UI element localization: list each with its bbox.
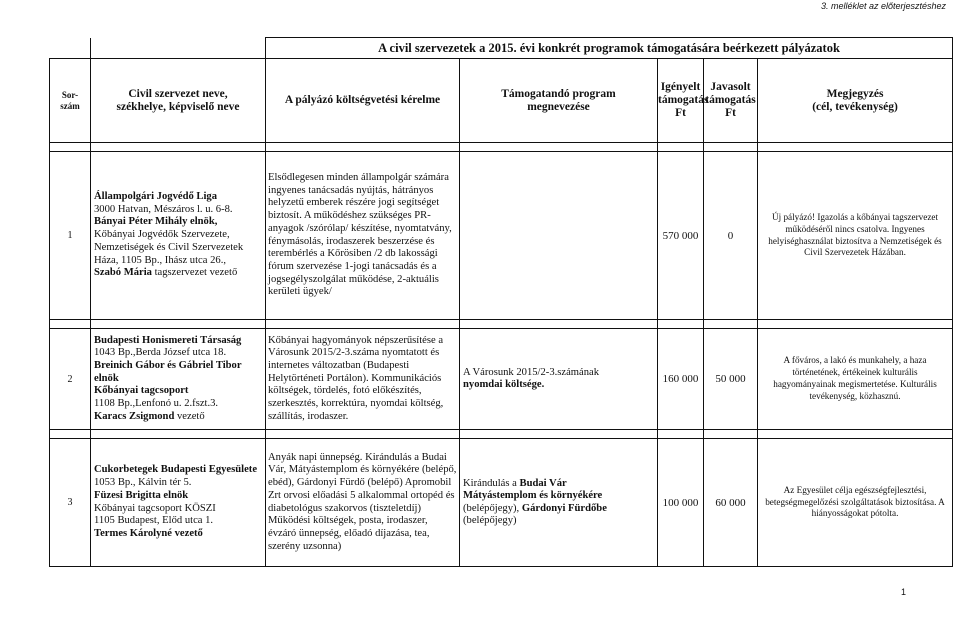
note-cell: Az Egyesület célja egészségfejlesztési, betegségmegelőzési szolgáltatások biztosítása. A hiányosságokat pótolta. (758, 439, 953, 567)
budget-request: Kőbányai hagyományok népszerűsítése a Városunk 2015/2-3.száma nyomtatott és internetes változatban (Budapesti Helytörténeti Portálon). Kommunikációs költségek, tördelés, fotó előkészítés, szerkesztés, korrektúra, nyomdai költség, szállítás, irodaszer. (266, 329, 460, 430)
spacer-row (50, 430, 953, 439)
org-cell: Cukorbetegek Budapesti Egyesülete 1053 Bp., Kálvin tér 5. Füzesi Brigitta elnök Kőbányai tagcsoport KÖSZI 1105 Budapest, Előd utca 1. Termes Károlyné vezető (91, 439, 266, 567)
requested-amount: 570 000 (658, 152, 704, 320)
org-cell: Állampolgári Jogvédő Liga 3000 Hatvan, Mészáros l. u. 6-8. Bányai Péter Mihály elnök, Kőbányai Jogvédők Szervezete, Nemzetiségek és Civil Szervezetek Háza, 1105 Bp., Ihász utca 26., Szabó Mária tagszervezet vezető (91, 152, 266, 320)
table-row (50, 439, 953, 567)
row-number: 1 (50, 152, 91, 320)
budget-request: Anyák napi ünnepség. Kirándulás a Budai Vár, Mátyástemplom és környékére (belépő, ebéd), Gárdonyi Fürdő (belépő) Apromobil Zrt orvosi előadási 5 alkalommal ortopéd és diabetológus szakorvos (tiszteletdíj) Működési költségek, posta, irodaszer, évzáró ünnepség, előadó díjazása, tea, szerény uzsonna) (266, 439, 460, 567)
applications-table (49, 37, 953, 567)
requested-amount: 100 000 (658, 439, 704, 567)
program-name: A Városunk 2015/2-3.számának nyomdai költsége. (460, 329, 658, 430)
header-kerelem: A pályázó költségvetési kérelme (266, 59, 460, 143)
table-title: A civil szervezetek a 2015. évi konkrét programok támogatására beérkezett pályázatok (266, 38, 953, 59)
header-javasolt: Javasolt támogatás Ft (704, 59, 758, 143)
table-row (50, 329, 953, 430)
requested-amount: 160 000 (658, 329, 704, 430)
program-name (460, 152, 658, 320)
annex-label: 3. melléklet az előterjesztéshez (820, 1, 946, 11)
budget-request: Elsődlegesen minden állampolgár számára ingyenes tanácsadás nyújtás, hátrányos helyzetű emberek részére jogi segítséget biztosít. A működéshez szükséges PR-anyagok /szórólap/ készítése, nyomtatvány, fénymásolás, irodaszerek beszerzése és terembérlés a Kőrösiben /2 db lakossági fórum szervezése 1-jogi tanácsadás és a jogsegélyszolgálat működése, 2-aktuális kerületi ügyek/ (266, 152, 460, 320)
proposed-amount: 50 000 (704, 329, 758, 430)
program-name: Kirándulás a Budai Vár Mátyástemplom és környékére (belépőjegy), Gárdonyi Fürdőbe (belépőjegy) (460, 439, 658, 567)
spacer-row (50, 143, 953, 152)
header-igenyelt: Igényelt támogatás Ft (658, 59, 704, 143)
header-sorszam: Sor- szám (50, 59, 91, 143)
org-cell: Budapesti Honismereti Társaság 1043 Bp.,Berda József utca 18. Breinich Gábor és Gábriel Tibor elnök Kőbányai tagcsoport 1108 Bp.,Lenfonó u. 2.fszt.3. Karacs Zsigmond vezető (91, 329, 266, 430)
proposed-amount: 0 (704, 152, 758, 320)
spacer-row (50, 320, 953, 329)
header-megjegyzes: Megjegyzés (cél, tevékenység) (758, 59, 953, 143)
row-number: 2 (50, 329, 91, 430)
note-cell: A főváros, a lakó és munkahely, a haza történetének, értékeinek kulturális hagyományainak megismertetése. Kulturális tevékenység, közhasznú. (758, 329, 953, 430)
table-row (50, 152, 953, 320)
note-cell: Új pályázó! Igazolás a kőbányai tagszervezet működéséről nincs csatolva. Ingyenes helyiséghasználat biztosítva a Nemzetiségek és Civil Szervezetek Házában. (758, 152, 953, 320)
page-number: 1 (900, 587, 906, 597)
header-program: Támogatandó program megnevezése (460, 59, 658, 143)
row-number: 3 (50, 439, 91, 567)
header-civil: Civil szervezet neve, székhelye, képviselő neve (91, 59, 266, 143)
proposed-amount: 60 000 (704, 439, 758, 567)
